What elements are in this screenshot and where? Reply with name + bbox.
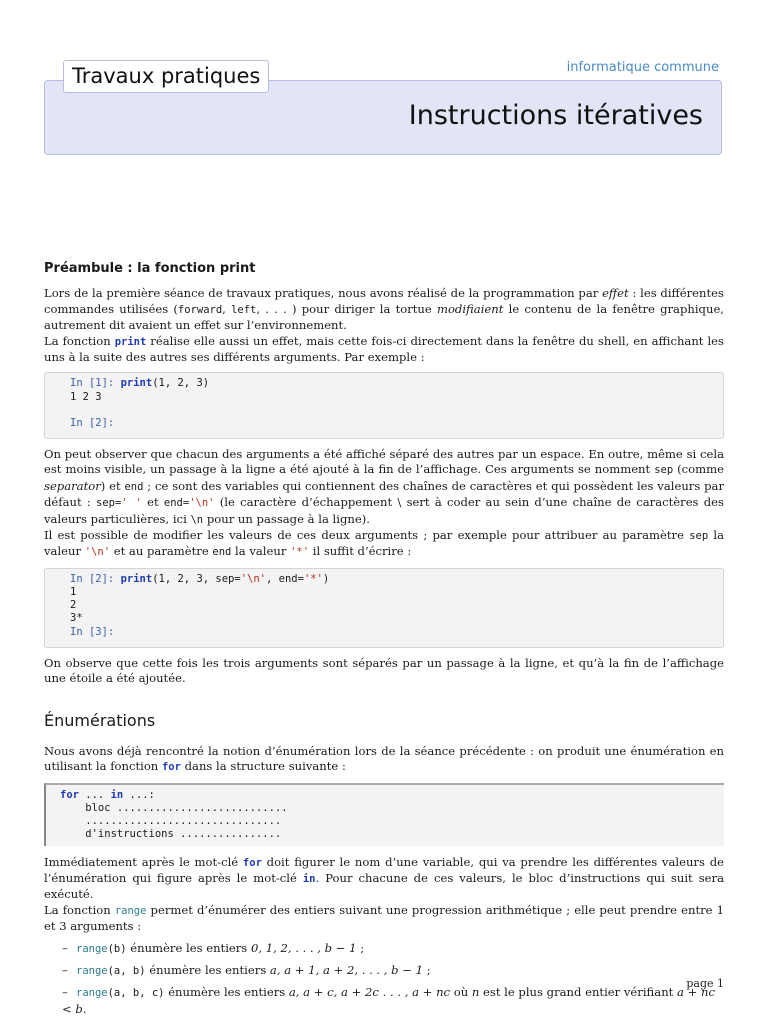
- paragraph: La fonction print réalise elle aussi un effet, mais cette fois-ci directement dans la fenêtre du shell, en affichant les uns à la suite des autres ses différents arguments. Par exemple :: [44, 333, 724, 365]
- course-label: informatique commune: [566, 60, 719, 75]
- page-title: Instructions itératives: [408, 100, 703, 131]
- list-item: – range(b) énumère les entiers 0, 1, 2, . . . , b − 1 ;: [62, 940, 365, 955]
- section-heading-enumerations: Énumérations: [44, 710, 156, 730]
- paragraph: Il est possible de modifier les valeurs de ces deux arguments ; par exemple pour attribuer au paramètre sep la valeur '\n' et au paramètre end la valeur '*' il suffit d’écrire :: [44, 528, 724, 559]
- list-item: – range(a, b) énumère les entiers a, a + 1, a + 2, . . . , b − 1 ;: [62, 963, 431, 977]
- document-body: [44, 258, 724, 1023]
- paragraph: Immédiatement après le mot-clé for doit figurer le nom d’une variable, qui va prendre les différentes valeurs de l’énumération qui figure après le mot-clé in. Pour chacune de ces valeurs, le bloc d’instructions qui suit sera exécuté.: [44, 854, 724, 902]
- range-list: [44, 941, 724, 1018]
- section-heading-preambule: Préambule : la fonction print: [44, 261, 256, 276]
- paragraph: La fonction range permet d’énumérer des entiers suivant une progression arithmétique ; elle peut prendre entre 1 et 3 arguments :: [44, 902, 724, 934]
- page-number: page 1: [686, 977, 724, 990]
- list-item: – range(a, b, c) énumère les entiers a, a + c, a + 2c . . . , a + nc où n est le plus grand entier vérifiant a + nc < b.: [62, 985, 715, 1016]
- paragraph: On observe que cette fois les trois arguments sont séparés par un passage à la ligne, et qu’à la fin de l’affichage une étoile a été ajoutée.: [44, 655, 724, 686]
- paragraph: Lors de la première séance de travaux pratiques, nous avons réalisé de la programmation par effet : les différentes commandes utilisées (forward, left, . . . ) pour diriger la tortue modifiaient le contenu de la fenêtre graphique, autrement dit avaient un effet sur l’environnement.: [44, 286, 724, 333]
- header-tab-label: Travaux pratiques: [63, 60, 269, 93]
- paragraph: Nous avons déjà rencontré la notion d’énumération lors de la séance précédente : on produit une énumération en utilisant la fonction for dans la structure suivante :: [44, 744, 724, 774]
- code-block-for-structure: for ... in ...: bloc ........................... ............................... d'instructions ................: [44, 783, 724, 846]
- paragraph: On peut observer que chacun des arguments a été affiché séparé des autres par un espace. En outre, même si cela est moins visible, un passage à la ligne a été ajouté à la fin de l’affichage. Ces arguments se nomment sep (comme separator) et end ; ce sont des variables qui contiennent des chaînes de caractères et qui possèdent les valeurs par défaut : sep=' ' et end='\n' (le caractère d’échappement \ sert à coder au sein d’une chaîne de caractères des valeurs particulières, ici \n pour un passage à la ligne).: [44, 447, 724, 526]
- code-block-print-sep-end: In [2]: print(1, 2, 3, sep='\n', end='*') 1 2 3* In [3]:: [44, 568, 724, 648]
- code-block-print-example: In [1]: print(1, 2, 3) 1 2 3 In [2]:: [44, 372, 724, 439]
